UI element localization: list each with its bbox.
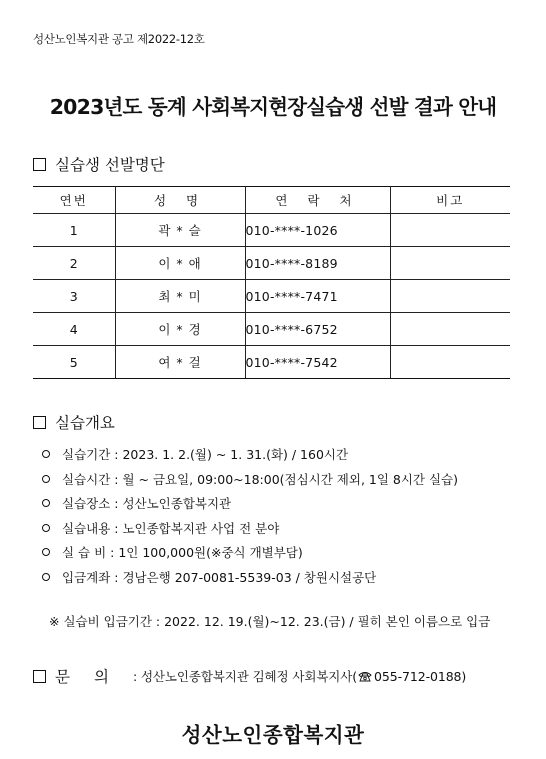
- cell-no: 3: [33, 280, 115, 313]
- telephone-icon: [358, 671, 372, 682]
- circle-bullet-icon: [42, 475, 50, 483]
- cell-remark: [390, 313, 510, 346]
- cell-phone: 010-****-7471: [245, 280, 390, 313]
- list-item: [33, 442, 458, 467]
- contact-line: [33, 665, 466, 687]
- contact-label: 문의: [55, 668, 133, 686]
- page-title: 2023년도 동계 사회복지현장실습생 선발 결과 안내: [49, 95, 497, 119]
- cell-phone: 010-****-7542: [245, 346, 390, 379]
- square-bullet-icon: [33, 416, 46, 429]
- overview-place: 실습장소 : 성산노인종합복지관: [62, 496, 232, 512]
- section-overview-label: 실습개요: [55, 414, 115, 432]
- overview-account: 입금계좌 : 경남은행 207-0081-5539-03 / 창원시설공단: [62, 569, 377, 585]
- list-item: [33, 565, 458, 590]
- col-header-phone: 연 락 처: [245, 187, 390, 214]
- cell-phone: 010-****-1026: [245, 214, 390, 247]
- overview-hours: 실습시간 : 월 ~ 금요일, 09:00~18:00(점심시간 제외, 1일 8시간 실습): [62, 471, 458, 487]
- cell-no: 2: [33, 247, 115, 280]
- table-header-row: [33, 187, 510, 214]
- cell-name: 최 * 미: [115, 280, 245, 313]
- circle-bullet-icon: [42, 524, 50, 532]
- col-header-remark: 비고: [390, 187, 510, 214]
- cell-remark: [390, 346, 510, 379]
- table-row: [33, 313, 510, 346]
- circle-bullet-icon: [42, 573, 50, 581]
- overview-period: 실습기간 : 2023. 1. 2.(월) ~ 1. 31.(화) / 160시간: [62, 447, 349, 463]
- cell-name: 이 * 애: [115, 247, 245, 280]
- roster-table: [33, 186, 510, 379]
- cell-phone: 010-****-6752: [245, 313, 390, 346]
- circle-bullet-icon: [42, 499, 50, 507]
- notice-number: 성산노인복지관 공고 제2022-12호: [33, 32, 205, 46]
- square-bullet-icon: [33, 158, 46, 171]
- cell-name: 곽 * 슬: [115, 214, 245, 247]
- cell-remark: [390, 247, 510, 280]
- list-item: [33, 516, 458, 541]
- square-bullet-icon: [33, 670, 46, 683]
- col-header-name: 성 명: [115, 187, 245, 214]
- circle-bullet-icon: [42, 450, 50, 458]
- cell-name: 여 * 걸: [115, 346, 245, 379]
- footer-organization: 성산노인종합복지관: [181, 723, 365, 747]
- circle-bullet-icon: [42, 548, 50, 556]
- list-item: [33, 467, 458, 492]
- overview-fee: 실 습 비 : 1인 100,000원(※중식 개별부담): [62, 545, 303, 561]
- section-overview-heading: [33, 411, 115, 433]
- table-row: [33, 214, 510, 247]
- overview-content: 실습내용 : 노인종합복지관 사업 전 분야: [62, 520, 280, 536]
- cell-no: 4: [33, 313, 115, 346]
- cell-phone: 010-****-8189: [245, 247, 390, 280]
- table-row: [33, 280, 510, 313]
- cell-no: 1: [33, 214, 115, 247]
- payment-period-note: ※ 실습비 입금기간 : 2022. 12. 19.(월)~12. 23.(금) / 필히 본인 이름으로 입금: [49, 614, 491, 629]
- cell-no: 5: [33, 346, 115, 379]
- section-roster-label: 실습생 선발명단: [55, 156, 165, 174]
- contact-text-before: : 성산노인종합복지관 김혜정 사회복지사(: [132, 669, 358, 684]
- cell-remark: [390, 280, 510, 313]
- list-item: [33, 540, 458, 565]
- list-item: [33, 491, 458, 516]
- contact-text-after: 055-712-0188): [374, 668, 467, 684]
- cell-remark: [390, 214, 510, 247]
- cell-name: 이 * 경: [115, 313, 245, 346]
- overview-list: [33, 442, 458, 589]
- table-row: [33, 346, 510, 379]
- table-row: [33, 247, 510, 280]
- section-roster-heading: [33, 153, 165, 175]
- col-header-no: 연번: [33, 187, 115, 214]
